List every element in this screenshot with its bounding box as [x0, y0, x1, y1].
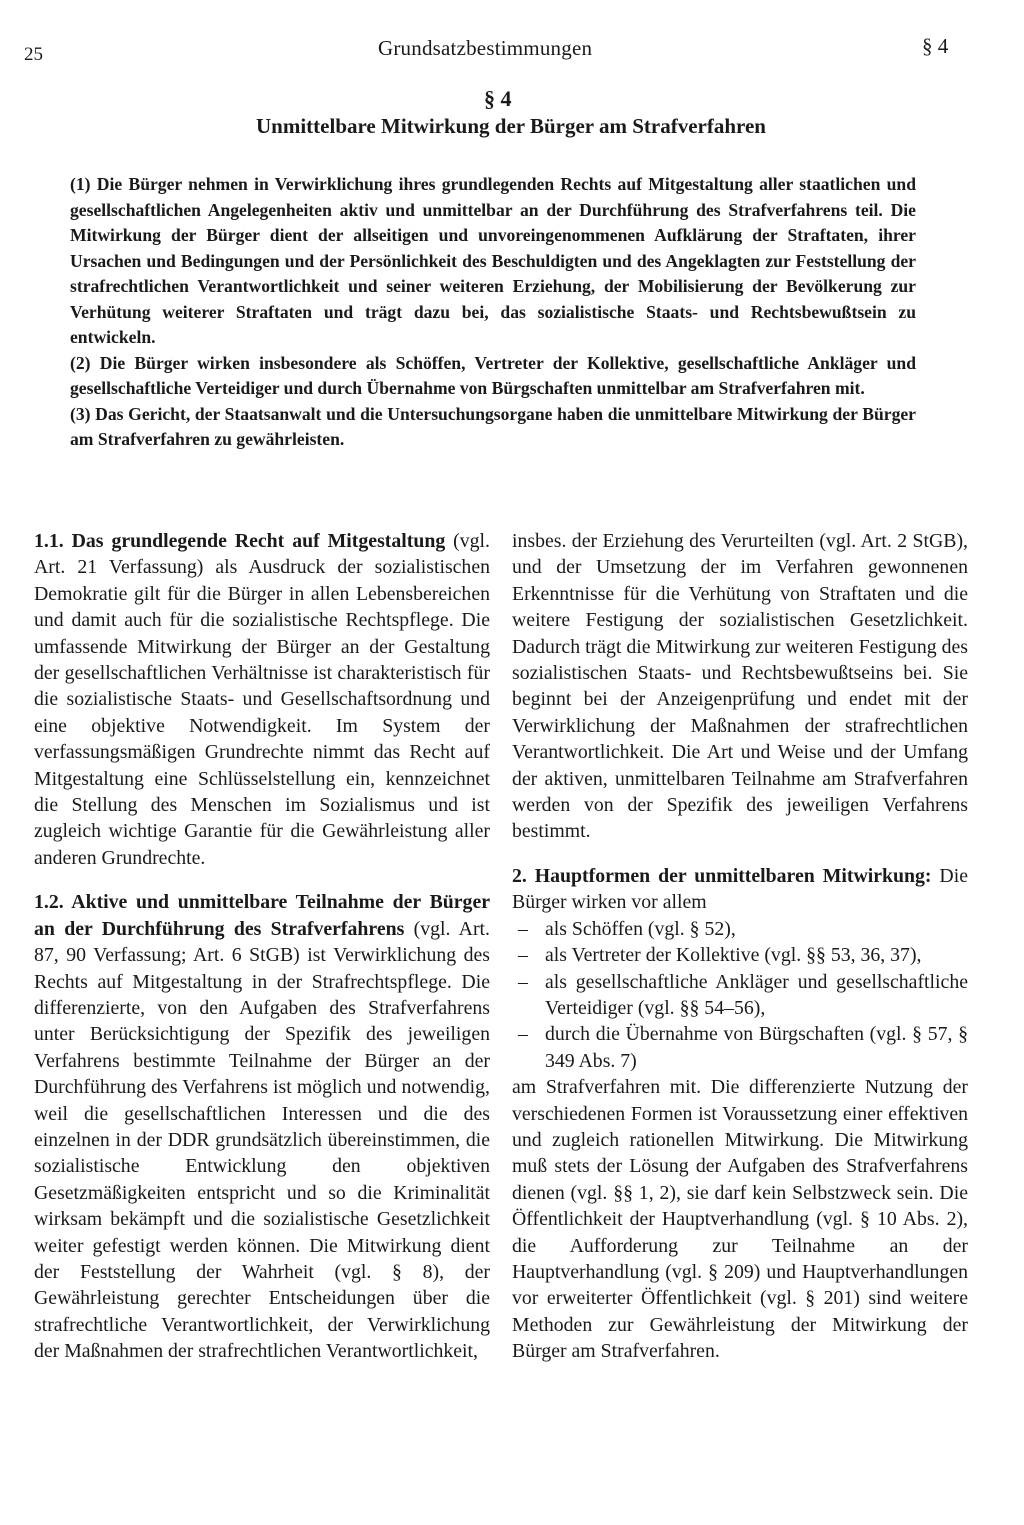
commentary-1-1-heading: 1.1. Das grundlegende Recht auf Mitgestaltung	[34, 530, 446, 552]
commentary-2-heading: 2. Hauptformen der unmittelbaren Mitwirkung:	[512, 864, 932, 887]
commentary-1-2	[34, 889, 490, 1364]
list-item	[512, 916, 968, 942]
section-number: § 4	[484, 86, 512, 111]
law-paragraph-2: (2) Die Bürger wirken insbesondere als Schöffen, Vertreter der Kollektive, gesellschaftliche Ankläger und gesellschaftliche Verteidiger und durch Übernahme von Bürgschaften unmittelbar am Strafverfahren mit.	[70, 352, 916, 398]
list-item-text: als Vertreter der Kollektive (vgl. §§ 53, 36, 37),	[545, 944, 922, 967]
forms-list	[512, 916, 968, 1074]
list-item-text: als Schöffen (vgl. § 52),	[545, 917, 736, 940]
commentary-1-2-text: (vgl. Art. 87, 90 Verfassung; Art. 6 StGB) ist Verwirklichung des Rechts auf Mitgestaltung in der Strafrechtspflege. Die differenzierte, von den Aufgaben des Strafverfahrens unter Berücksichtigung der Spezifik des jeweiligen Verfahrens bestimmte Teilnahme der Bürger an der Durchführung des Verfahrens ist möglich und notwendig, weil die gesellschaftlichen Interessen und die des einzelnen in der DDR grundsätzlich übereinstimmen, die sozialistische Entwicklung den objektiven Gesetzmäßigkeiten entspricht und so die Kriminalität wirksam bekämpft und die sozialistische Gesetzlichkeit weiter gefestigt werden können. Die Mitwirkung dient der Feststellung der Wahrheit (vgl. § 8), der Gewährleistung gerechter Entscheidungen über die strafrechtliche Verantwortlichkeit, der Verwirklichung der Maßnahmen der strafrechtlichen Verantwortlichkeit,	[34, 917, 490, 1363]
commentary-2-intro: Die Bürger wirken vor allem	[512, 864, 968, 914]
dash-marker: –	[518, 917, 528, 940]
commentary-2-text: am Strafverfahren mit. Die differenzierte Nutzung der verschiedenen Formen ist Voraussetzung einer effektiven und zugleich rationellen Mitwirkung. Die Mitwirkung muß stets der Lösung der Aufgaben des Strafverfahrens dienen (vgl. §§ 1, 2), sie darf kein Selbstzweck sein. Die Öffentlichkeit der Hauptverhandlung (vgl. § 10 Abs. 2), die Aufforderung zur Teilnahme an der Hauptverhandlung (vgl. § 209) und Hauptverhandlungen vor erweiterter Öffentlichkeit (vgl. § 201) sind weitere Methoden zur Gewährleistung der Mitwirkung der Bürger am Strafverfahren.	[512, 1076, 968, 1363]
dash-marker: –	[518, 1023, 528, 1046]
law-paragraph-1: (1) Die Bürger nehmen in Verwirklichung ihres grundlegenden Rechts auf Mitgestaltung aller staatlichen und gesellschaftlichen Angelegenheiten aktiv und unmittelbar an der Durchführung des Strafverfahrens teil. Die Mitwirkung der Bürger dient der allseitigen und unvoreingenommenen Aufklärung der Straftaten, ihrer Ursachen und Bedingungen und der Persönlichkeit des Beschuldigten und des Angeklagten zur Feststellung der strafrechtlichen Verantwortlichkeit und seiner weiteren Erziehung, der Mobilisierung der Bevölkerung zur Verhütung weiterer Straftaten und trägt dazu bei, das sozialistische Staats- und Rechtsbewußtsein zu entwickeln.	[70, 174, 916, 347]
dash-marker: –	[518, 970, 528, 993]
dash-marker: –	[518, 944, 528, 967]
commentary-1-1	[34, 528, 490, 871]
commentary-1-2-continued: insbes. der Erziehung des Verurteilten (vgl. Art. 2 StGB), und der Umsetzung der im Verfahren gewonnenen Erkenntnisse für die Verhütung von Straftaten und die weitere Festigung der sozialistischen Gesetzlichkeit. Dadurch trägt die Mitwirkung zur weiteren Festigung des sozialistischen Staats- und Rechtsbewußtseins bei. Sie beginnt bei der Anzeigenprüfung und endet mit der Verwirklichung der Maßnahmen der strafrechtlichen Verantwortlichkeit. Die Art und Weise und der Umfang der aktiven, unmittelbaren Teilnahme am Strafverfahren werden von der Spezifik des jeweiligen Verfahrens bestimmt.	[512, 530, 968, 843]
commentary-1-2-heading: 1.2. Aktive und unmittelbare Teilnahme der Bürger an der Durchführung des Strafverfahrens	[34, 891, 490, 940]
list-item-text: als gesellschaftliche Ankläger und gesellschaftliche Verteidiger (vgl. §§ 54–56),	[545, 970, 968, 1019]
running-title: Grundsatzbestimmungen	[378, 36, 593, 60]
commentary-right-column	[512, 528, 968, 1365]
section-title: Unmittelbare Mitwirkung der Bürger am Strafverfahren	[256, 114, 766, 138]
list-item	[512, 942, 968, 968]
page-number: 25	[24, 44, 43, 65]
commentary-2	[512, 863, 968, 916]
list-item	[512, 969, 968, 1022]
list-item-text: durch die Übernahme von Bürgschaften (vgl. § 57, § 349 Abs. 7)	[545, 1023, 968, 1072]
running-section: § 4	[922, 34, 949, 58]
commentary-1-1-text: (vgl. Art. 21 Verfassung) als Ausdruck der sozialistischen Demokratie gilt für die Bürger in allen Lebensbereichen und damit auch für die sozialistische Rechtspflege. Die umfassende Mitwirkung der Bürger an der Gestaltung der gesellschaftlichen Verhältnisse ist charakteristisch für die sozialistische Staats- und Gesellschaftsordnung und eine objektive Notwendigkeit. Im System der verfassungsmäßigen Grundrechte nimmt das Recht auf Mitgestaltung eine Schlüsselstellung ein, kennzeichnet die Stellung des Menschen im Sozialismus und ist zugleich wichtige Garantie für die Gewährleistung aller anderen Grundrechte.	[34, 530, 490, 869]
list-item	[512, 1021, 968, 1074]
commentary-left-column	[34, 528, 490, 1365]
law-paragraph-3: (3) Das Gericht, der Staatsanwalt und die Untersuchungsorgane haben die unmittelbare Mitwirkung der Bürger am Strafverfahren zu gewährleisten.	[70, 403, 916, 449]
law-text	[70, 172, 916, 453]
